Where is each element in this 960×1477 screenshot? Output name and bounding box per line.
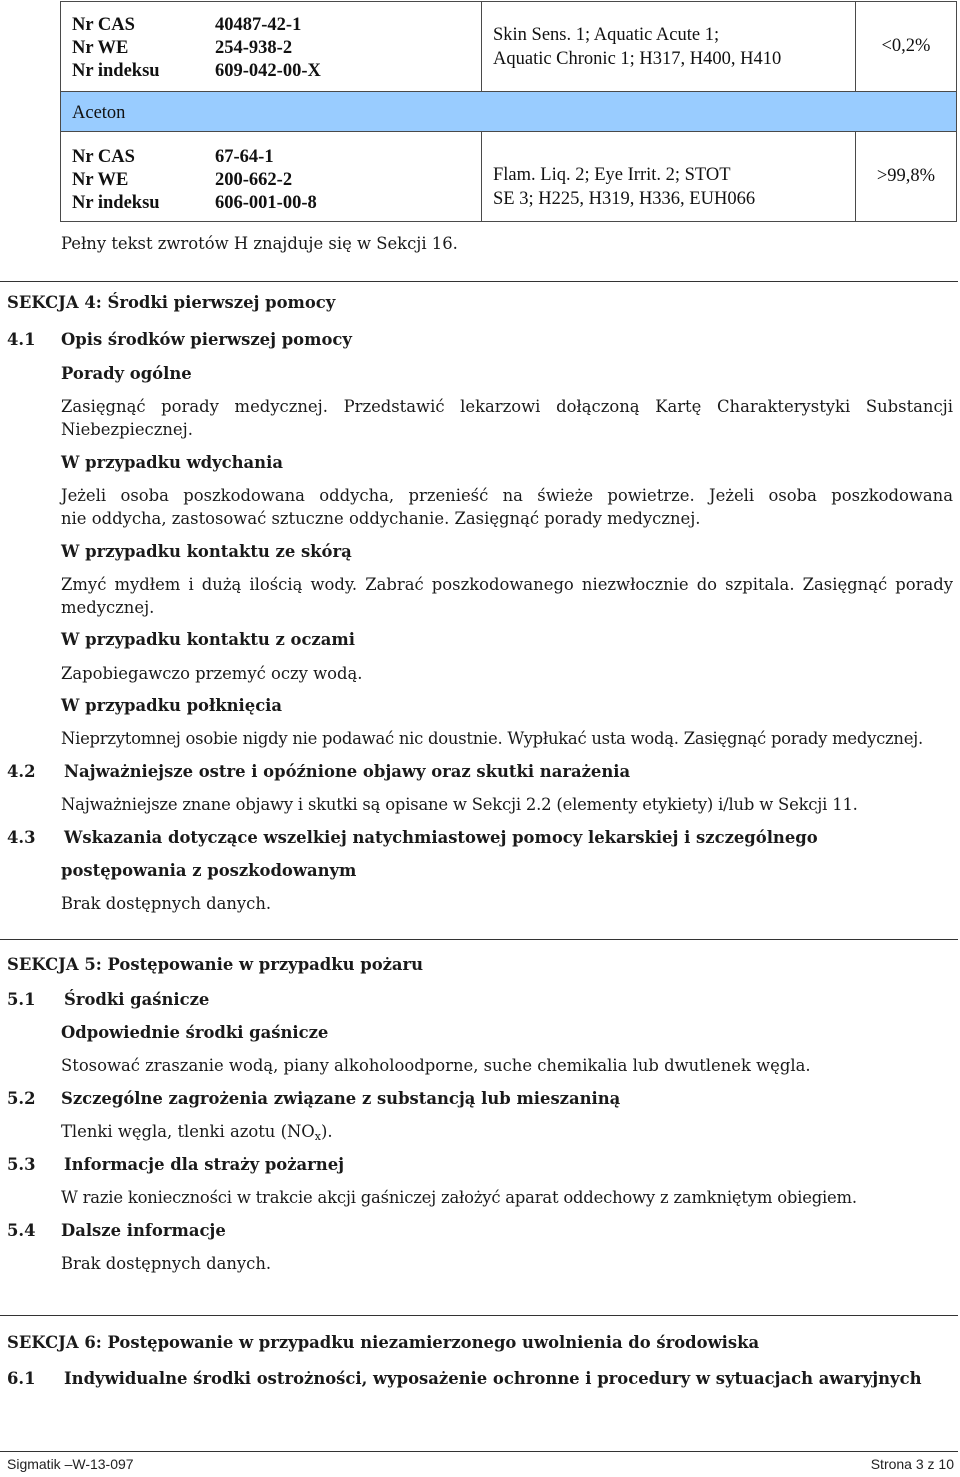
index-label: Nr indeksu [72, 193, 160, 213]
footer-divider [0, 1451, 958, 1452]
index-number: 609-042-00-X [215, 61, 321, 81]
hazards-text [61, 1120, 333, 1148]
section-title: SEKCJA 5: Postępowanie w przypadku pożaru [7, 955, 424, 974]
general-text: Niebezpiecznej. [61, 420, 193, 439]
divider [0, 281, 958, 282]
subsection-number: 5.2 [7, 1089, 36, 1108]
table-row [61, 92, 957, 132]
identifiers-cell [61, 2, 482, 92]
treatment-text: Brak dostępnych danych. [61, 894, 272, 913]
ingestion-text: Nieprzytomnej osobie nigdy nie podawać nic doustnie. Wypłukać usta wodą. Zasięgnąć porady medycznej. [61, 729, 923, 748]
general-heading: Porady ogólne [61, 364, 192, 383]
subsection-title: Szczególne zagrożenia związane z substancją lub mieszaniną [61, 1089, 621, 1108]
subsection-title: postępowania z poszkodowanym [61, 861, 357, 880]
inhalation-text: nie oddycha, zastosować sztuczne oddychanie. Zasięgnąć porady medycznej. [61, 509, 701, 528]
ingestion-heading: W przypadku połknięcia [61, 696, 283, 715]
index-label: Nr indeksu [72, 61, 160, 81]
index-number: 606-001-00-8 [215, 193, 317, 213]
divider [0, 939, 958, 940]
section-title: SEKCJA 4: Środki pierwszej pomocy [7, 293, 336, 312]
we-number: 254-938-2 [215, 38, 293, 58]
hazard-line: SE 3; H225, H319, H336, EUH066 [493, 188, 756, 209]
subsection-number: 5.3 [7, 1155, 36, 1174]
hazard-line: Aquatic Chronic 1; H317, H400, H410 [493, 48, 782, 69]
inhalation-heading: W przypadku wdychania [61, 453, 283, 472]
subsection-title: Indywidualne środki ostrożności, wyposażenie ochronne i procedury w sytuacjach awaryjnych [64, 1369, 922, 1388]
firefighters-text: W razie konieczności w trakcie akcji gaśniczej założyć aparat oddechowy z zamkniętym obiegiem. [61, 1188, 857, 1207]
subsection-title: Wskazania dotyczące wszelkiej natychmiastowej pomocy lekarskiej i szczególnego [64, 828, 818, 847]
general-text: Zasięgnąć porady medycznej. Przedstawić lekarzowi dołączoną Kartę Charakterystyki Substancji [61, 397, 953, 416]
subsection-number: 4.3 [7, 828, 36, 847]
footer-document-code: Sigmatik –W-13-097 [7, 1456, 134, 1472]
subsection-title: Środki gaśnicze [64, 990, 210, 1009]
hazard-cell [482, 132, 856, 222]
subsection-number: 6.1 [7, 1369, 36, 1388]
subsection-title: Informacje dla straży pożarnej [64, 1155, 345, 1174]
subsection-number: 4.2 [7, 762, 36, 781]
substance-name: Aceton [61, 92, 957, 132]
divider [0, 1315, 958, 1316]
subsection-number: 5.4 [7, 1221, 36, 1240]
skin-text: medycznej. [61, 598, 155, 617]
concentration-cell: >99,8% [856, 132, 957, 222]
h-phrases-note: Pełny tekst zwrotów H znajduje się w Sekcji 16. [61, 234, 458, 253]
table-row [61, 132, 957, 222]
we-label: Nr WE [72, 170, 129, 190]
composition-table [60, 1, 957, 222]
we-label: Nr WE [72, 38, 129, 58]
we-number: 200-662-2 [215, 170, 293, 190]
subsection-title: Dalsze informacje [61, 1221, 226, 1240]
eye-text: Zapobiegawczo przemyć oczy wodą. [61, 664, 363, 683]
skin-heading: W przypadku kontaktu ze skórą [61, 542, 352, 561]
hazards-text-subscript: x [314, 1130, 321, 1143]
subsection-title: Opis środków pierwszej pomocy [61, 330, 352, 349]
cas-number: 40487-42-1 [215, 15, 302, 35]
subsection-title: Najważniejsze ostre i opóźnione objawy oraz skutki narażenia [64, 762, 631, 781]
footer-page-number: Strona 3 z 10 [870, 1456, 954, 1472]
hazards-text-main: Tlenki węgla, tlenki azotu (NO [61, 1122, 315, 1141]
skin-text: Zmyć mydłem i dużą ilością wody. Zabrać poszkodowanego niezwłocznie do szpitala. Zasięgnąć porady [61, 575, 953, 594]
subsection-number: 4.1 [7, 330, 36, 349]
hazard-cell [482, 2, 856, 92]
concentration-cell: <0,2% [856, 2, 957, 92]
eye-heading: W przypadku kontaktu z oczami [61, 630, 355, 649]
cas-number: 67-64-1 [215, 147, 274, 167]
cas-label: Nr CAS [72, 15, 135, 35]
further-info-text: Brak dostępnych danych. [61, 1254, 272, 1273]
hazard-line: Flam. Liq. 2; Eye Irrit. 2; STOT [493, 164, 731, 185]
extinguishing-text: Stosować zraszanie wodą, piany alkoholoodporne, suche chemikalia lub dwutlenek węgla. [61, 1056, 811, 1075]
section-title: SEKCJA 6: Postępowanie w przypadku niezamierzonego uwolnienia do środowiska [7, 1333, 760, 1352]
inhalation-text: Jeżeli osoba poszkodowana oddycha, przenieść na świeże powietrze. Jeżeli osoba poszkodowana [61, 486, 953, 505]
extinguishing-heading: Odpowiednie środki gaśnicze [61, 1023, 329, 1042]
hazard-line: Skin Sens. 1; Aquatic Acute 1; [493, 24, 720, 45]
identifiers-cell [61, 132, 482, 222]
table-row [61, 2, 957, 92]
subsection-number: 5.1 [7, 990, 36, 1009]
cas-label: Nr CAS [72, 147, 135, 167]
symptoms-text: Najważniejsze znane objawy i skutki są opisane w Sekcji 2.2 (elementy etykiety) i/lub w Sekcji 11. [61, 795, 858, 814]
hazards-text-end: ). [320, 1122, 333, 1141]
